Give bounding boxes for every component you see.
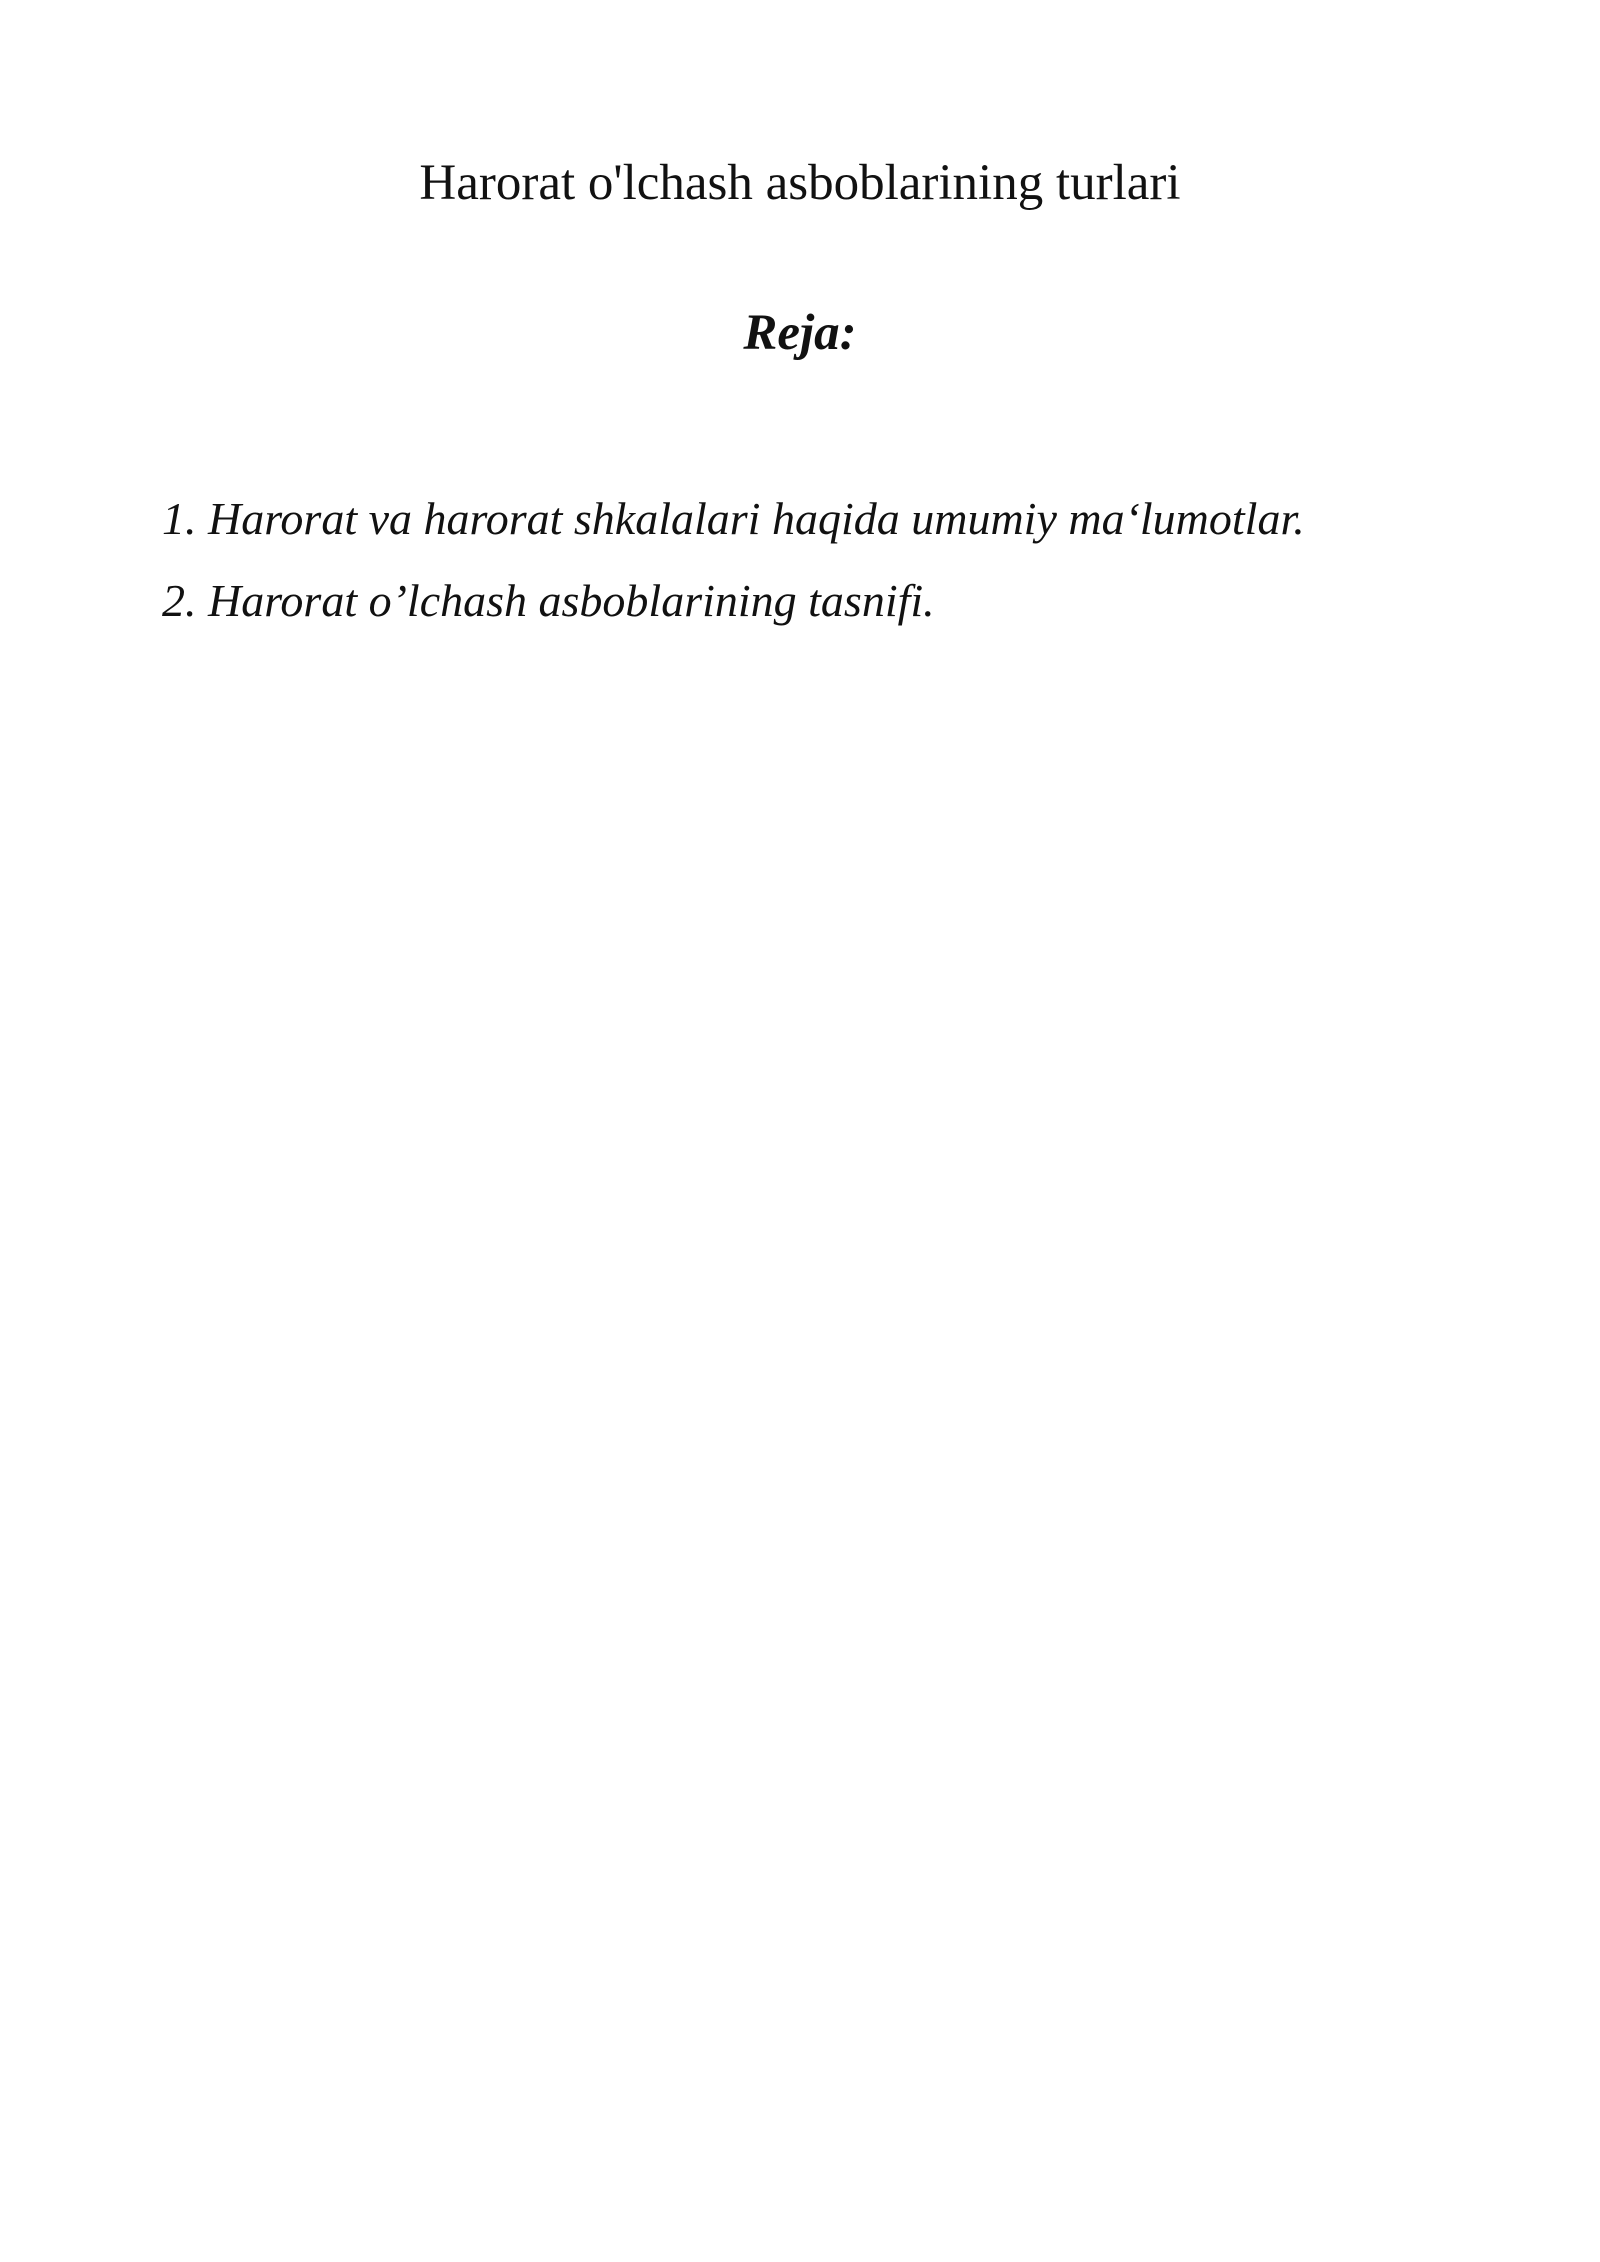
plan-list: [162, 478, 1462, 642]
document-title: Harorat o'lchash asboblarining turlari: [419, 155, 1181, 211]
plan-heading: Reja:: [743, 305, 857, 361]
plan-item-2: 2. Harorat o’lchash asboblarining tasnifi.: [162, 575, 935, 626]
plan-item-1: 1. Harorat va harorat shkalalari haqida umumiy ma‘lumotlar.: [162, 493, 1305, 544]
